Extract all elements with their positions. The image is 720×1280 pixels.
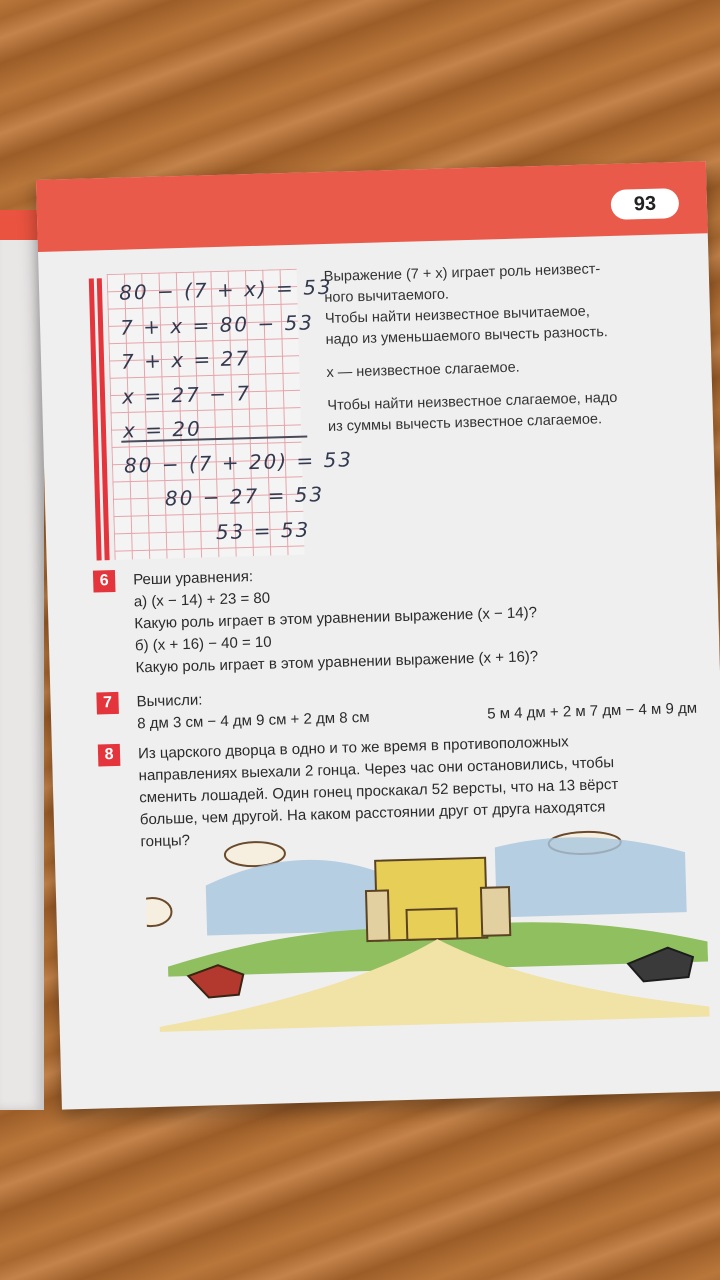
page-number-badge: 93 [611,188,680,220]
rule-explanation [324,257,674,438]
example-line: x = 20 [122,416,203,443]
example-line: x = 27 − 7 [121,380,252,409]
problem-line: сменить лошадей. Один гонец проскакал 52 версты, что на 13 вёрст [139,775,619,807]
rule-line: Чтобы найти неизвестное слагаемое, надо [327,389,618,414]
equation-a: а) (x − 14) + 23 = 80 [133,589,271,611]
expression-2: 5 м 4 дм + 2 м 7 дм − 4 м 9 дм [486,699,698,723]
expression-1: 8 дм 3 см − 4 дм 9 см + 2 дм 8 см [136,708,370,733]
question-a: Какую роль играет в этом уравнении выражение (x − 14)? [134,604,538,633]
problem-line: Из царского дворца в одно и то же время в противоположных [137,733,569,763]
palace-tower-right [481,887,510,936]
palace-messengers-illustration [144,812,710,1038]
rule-line: из суммы вычесть известное слагаемое. [327,411,603,435]
example-line: 7 + x = 80 − 53 [119,309,315,340]
previous-page-edge [0,210,44,1110]
task-title: Вычисли: [136,691,203,711]
task-7 [96,676,697,737]
check-line: 53 = 53 [215,516,311,544]
textbook-page [36,161,720,1109]
question-b: Какую роль играет в этом уравнении выражение (x + 16)? [135,648,539,677]
check-line: 80 − (7 + 20) = 53 [123,446,354,478]
sky-wash-left [205,858,377,936]
task-6 [93,554,696,681]
cloud-far-left [144,898,172,927]
problem-line: больше, чем другой. На каком расстоянии друг от друга находятся [139,798,606,829]
worked-example [118,270,354,551]
rule-line: Выражение (7 + x) играет роль неизвест- [323,261,601,285]
equation-b: б) (x + 16) − 40 = 10 [134,633,272,655]
problem-line: гонцы? [140,831,191,851]
example-line: 80 − (7 + x) = 53 [118,274,333,305]
rule-line: x — неизвестное слагаемое. [326,359,520,381]
task-number-badge: 8 [98,744,121,767]
palace-tower-left [366,890,389,941]
rule-line: надо из уменьшаемого вычесть разность. [325,324,609,348]
page-header-band [36,161,708,252]
check-line: 80 − 27 = 53 [164,482,325,511]
task-title: Реши уравнения: [132,568,254,589]
sky-wash-right [495,834,687,917]
palace-steps [407,909,458,940]
example-line: 7 + x = 27 [120,346,251,374]
rule-line: Чтобы найти неизвестное вычитаемое, [324,303,591,327]
task-number-badge: 6 [93,570,116,593]
problem-line: направлениях выехали 2 гонца. Через час они остановились, чтобы [138,754,615,785]
task-number-badge: 7 [96,692,119,715]
rule-line: ного вычитаемого. [324,286,450,306]
